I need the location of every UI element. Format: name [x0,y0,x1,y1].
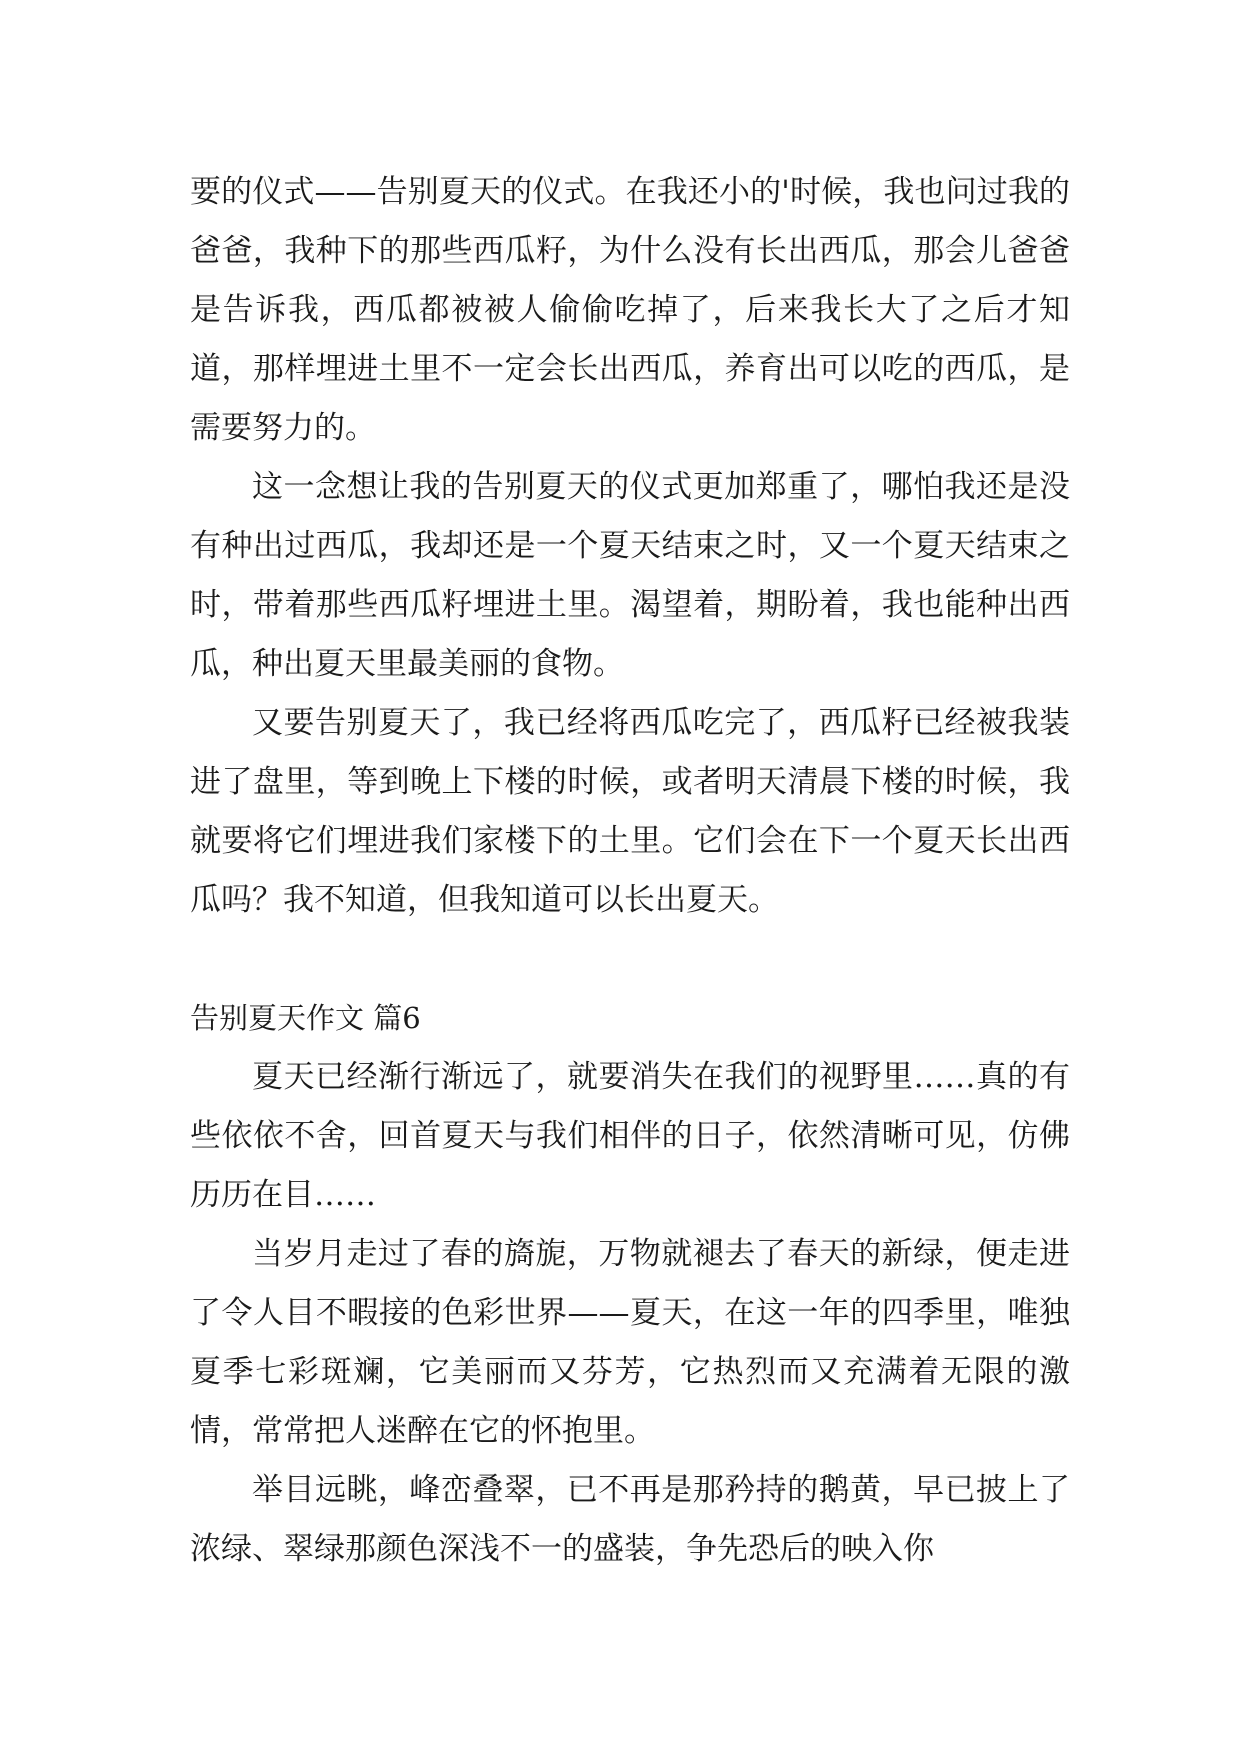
paragraph: 夏天已经渐行渐远了，就要消失在我们的视野里……真的有些依依不舍，回首夏天与我们相伴的日子，依然清晰可见，仿佛历历在目…… [190,1059,1070,1213]
paragraph: 又要告别夏天了，我已经将西瓜吃完了，西瓜籽已经被我装进了盘里，等到晚上下楼的时候，或者明天清晨下楼的时候，我就要将它们埋进我们家楼下的土里。它们会在下一个夏天长出西瓜吗？我不知道，但我知道可以长出夏天。 [190,705,1070,918]
paragraph: 举目远眺，峰峦叠翠，已不再是那矜持的鹅黄，早已披上了浓绿、翠绿那颜色深浅不一的盛装，争先恐后的映入你 [190,1472,1070,1567]
section-6 [190,989,1070,1579]
paragraph-continued: 要的仪式——告别夏天的仪式。在我还小的'时候，我也问过我的爸爸，我种下的那些西瓜籽，为什么没有长出西瓜，那会儿爸爸是告诉我，西瓜都被被人偷偷吃掉了，后来我长大了之后才知道，那样埋进土里不一定会长出西瓜，养育出可以吃的西瓜，是需要努力的。 [190,174,1070,446]
paragraph: 这一念想让我的告别夏天的仪式更加郑重了，哪怕我还是没有种出过西瓜，我却还是一个夏天结束之时，又一个夏天结束之时，带着那些西瓜籽埋进土里。渴望着，期盼着，我也能种出西瓜，种出夏天里最美丽的食物。 [190,469,1070,682]
paragraph: 当岁月走过了春的旖旎，万物就褪去了春天的新绿，便走进了令人目不暇接的色彩世界——夏天，在这一年的四季里，唯独夏季七彩斑斓，它美丽而又芬芳，它热烈而又充满着无限的激情，常常把人迷醉在它的怀抱里。 [190,1236,1070,1449]
document-body [190,163,1070,1579]
section-previous [190,163,1070,930]
section-title: 告别夏天作文 篇6 [190,1001,421,1035]
